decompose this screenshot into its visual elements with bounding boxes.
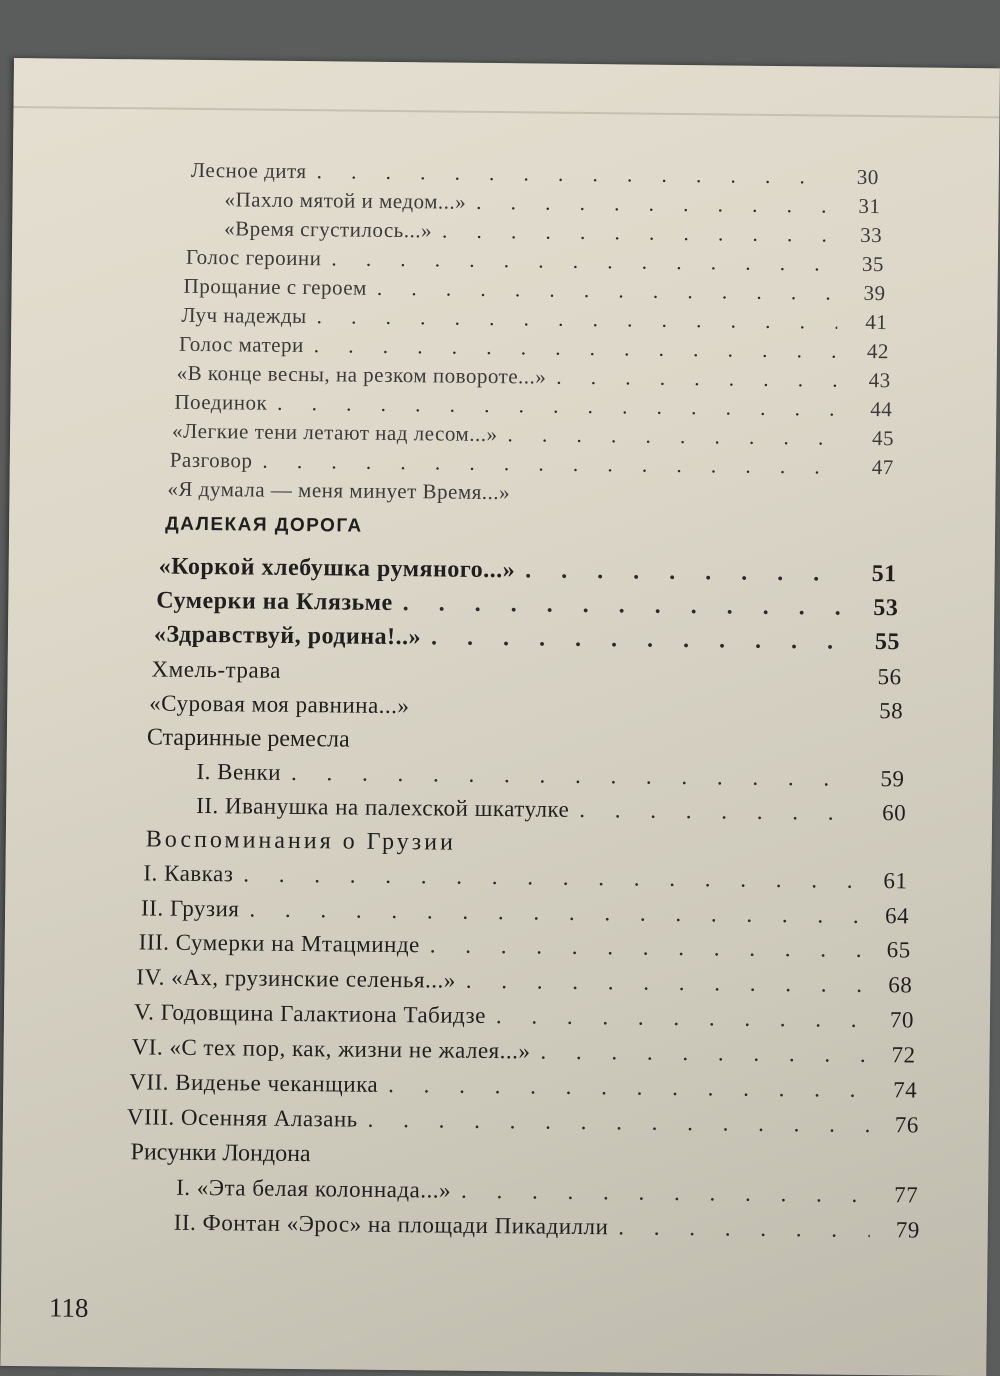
- leader-dots: [331, 246, 834, 276]
- toc-entry-page: 77: [878, 1182, 918, 1208]
- toc-entry: [170, 448, 894, 481]
- toc-entry-title: I. Венки: [196, 759, 281, 786]
- toc-entry: [134, 999, 914, 1033]
- toc-entry-page: 51: [856, 561, 896, 588]
- toc-entry-page: 53: [858, 595, 898, 622]
- toc-entry-title: Голос героини: [186, 245, 322, 271]
- toc-entry-title: «Время сгустилось...»: [224, 216, 432, 243]
- toc-entry-page: 70: [874, 1007, 914, 1033]
- leader-dots: [377, 276, 836, 306]
- toc-entry: [136, 964, 912, 998]
- toc-entry-title: IV. «Ах, грузинские селенья...»: [136, 964, 456, 993]
- toc-entry-page: 68: [872, 972, 912, 998]
- toc-entry-title: VII. Виденье чеканщика: [129, 1069, 378, 1098]
- toc-entry-page: 42: [849, 339, 889, 364]
- toc-entry-page: 33: [842, 223, 882, 248]
- toc-entry: [127, 1104, 919, 1138]
- leader-dots: [368, 1107, 869, 1138]
- toc-entry: [196, 793, 906, 826]
- leader-dots: [314, 333, 839, 363]
- toc-entry-page: 55: [860, 629, 900, 656]
- toc-entry-title: «Суровая моя равнина...»: [149, 690, 410, 719]
- toc-entry: [167, 477, 895, 510]
- toc-entry: [186, 245, 884, 277]
- toc-entry-title: Луч надежды: [181, 303, 307, 329]
- toc-entry-page: 30: [839, 165, 879, 190]
- toc-entry: [176, 1175, 918, 1209]
- toc-entry-page: 59: [864, 766, 904, 792]
- toc-entry: [177, 361, 891, 393]
- toc-entry-page: 64: [869, 903, 909, 929]
- toc-entry-page: 31: [840, 194, 880, 219]
- toc-entry: [141, 895, 909, 929]
- toc-entry-page: 72: [875, 1042, 915, 1068]
- leader-dots: [540, 1039, 865, 1068]
- leader-dots: [317, 304, 838, 334]
- leader-dots: [507, 422, 844, 451]
- toc-entry: [196, 759, 904, 792]
- toc-entry: [191, 158, 879, 190]
- leader-dots: [262, 449, 844, 480]
- toc-entry-page: 43: [851, 368, 891, 393]
- group-title: Воспоминания о Грузии: [146, 826, 456, 856]
- toc-entry: [172, 419, 894, 452]
- leader-dots: [556, 365, 841, 393]
- toc-entry-title: II. Фонтан «Эрос» на площади Пикадилли: [174, 1210, 609, 1241]
- toc-entry: [132, 1034, 916, 1068]
- group-title: Старинные ремесла: [147, 724, 350, 753]
- leader-dots: [403, 590, 849, 622]
- group-title: Рисунки Лондона: [130, 1139, 310, 1168]
- toc-entry-page: 41: [847, 310, 887, 335]
- leader-dots: [249, 897, 859, 929]
- toc-entry-page: 61: [867, 868, 907, 894]
- leader-dots: [618, 1214, 870, 1243]
- toc-entry-title: I. Кавказ: [143, 860, 233, 887]
- toc-entry-title: I. «Эта белая колоннада...»: [176, 1175, 451, 1204]
- toc-entry-title: III. Сумерки на Мтацминде: [139, 929, 420, 958]
- toc-entry-title: «Пахло мятой и медом...»: [224, 187, 466, 215]
- toc-entry-title: VI. «С тех пор, как, жизни не жалея...»: [132, 1034, 531, 1064]
- toc-entry-page: 47: [854, 455, 894, 480]
- toc-entry-title: «Легкие тени летают над лесом...»: [172, 419, 498, 447]
- toc-entry-page: 65: [871, 937, 911, 963]
- leader-dots: [317, 159, 829, 189]
- toc-entry: [183, 274, 885, 306]
- toc-entry-title: II. Грузия: [141, 895, 240, 922]
- leader-dots: [430, 932, 861, 963]
- toc-entry-page: 39: [845, 281, 885, 306]
- toc-entry: [154, 621, 900, 656]
- toc-entry: [143, 860, 907, 894]
- toc-entry-title: Сумерки на Клязьме: [156, 588, 393, 617]
- toc-entry-title: «В конце весны, на резком повороте...»: [177, 361, 547, 390]
- toc-entry-title: II. Иванушка на палехской шкатулке: [196, 793, 569, 823]
- leader-dots: [461, 1178, 868, 1208]
- toc-entry-title: «Я думала — меня минует Время...»: [167, 477, 510, 506]
- toc-entry: [174, 390, 892, 423]
- leader-dots: [388, 1072, 867, 1103]
- book-page: [0, 58, 1000, 1376]
- leader-dots: [277, 391, 842, 422]
- leader-dots: [466, 968, 863, 998]
- toc-entry: [149, 690, 903, 724]
- toc-entry-page: 60: [866, 800, 906, 826]
- toc-entry: [181, 303, 887, 335]
- toc-entry: [224, 216, 882, 248]
- toc-entry-title: Прощание с героем: [183, 274, 367, 301]
- toc-entry: [224, 187, 880, 219]
- leader-dots: [291, 760, 855, 792]
- toc-entry: [151, 656, 901, 690]
- toc-entry-page: 58: [863, 698, 903, 724]
- leader-dots: [579, 797, 856, 826]
- toc-entry-title: Хмель-трава: [151, 656, 281, 683]
- toc-entry: [129, 1069, 917, 1103]
- toc-entry-title: «Здравствуй, родина!..»: [154, 621, 421, 651]
- toc-entry-title: Разговор: [170, 448, 253, 474]
- table-of-contents: [0, 58, 1000, 1376]
- leader-dots: [496, 1003, 864, 1033]
- toc-entry-page: 56: [861, 664, 901, 690]
- toc-entry-page: 79: [880, 1217, 920, 1243]
- toc-entry-title: V. Годовщина Галактиона Табидзе: [134, 999, 486, 1029]
- toc-entry-title: Голос матери: [179, 332, 304, 358]
- toc-entry-page: 44: [852, 397, 892, 422]
- toc-entry-page: 45: [854, 426, 894, 451]
- section-title: ДАЛЕКАЯ ДОРОГА: [165, 514, 363, 538]
- toc-entry: [156, 588, 898, 623]
- toc-entry: [174, 1210, 920, 1244]
- toc-entry-page: 74: [877, 1077, 917, 1103]
- toc-entry-page: 35: [844, 252, 884, 277]
- toc-entry-title: VIII. Осенняя Алазань: [127, 1104, 358, 1132]
- toc-entry: [179, 332, 889, 364]
- toc-entry-title: Лесное дитя: [191, 158, 307, 184]
- toc-entry: [159, 554, 897, 589]
- toc-entry: [139, 929, 911, 963]
- leader-dots: [525, 557, 847, 587]
- leader-dots: [243, 861, 857, 893]
- toc-entry-title: Поединок: [174, 390, 267, 416]
- toc-entry-title: «Коркой хлебушка румяного...»: [159, 554, 516, 585]
- toc-entry-page: 76: [879, 1112, 919, 1138]
- leader-dots: [442, 218, 832, 247]
- leader-dots: [476, 190, 831, 219]
- page-number: 118: [49, 1292, 89, 1323]
- leader-dots: [431, 624, 850, 655]
